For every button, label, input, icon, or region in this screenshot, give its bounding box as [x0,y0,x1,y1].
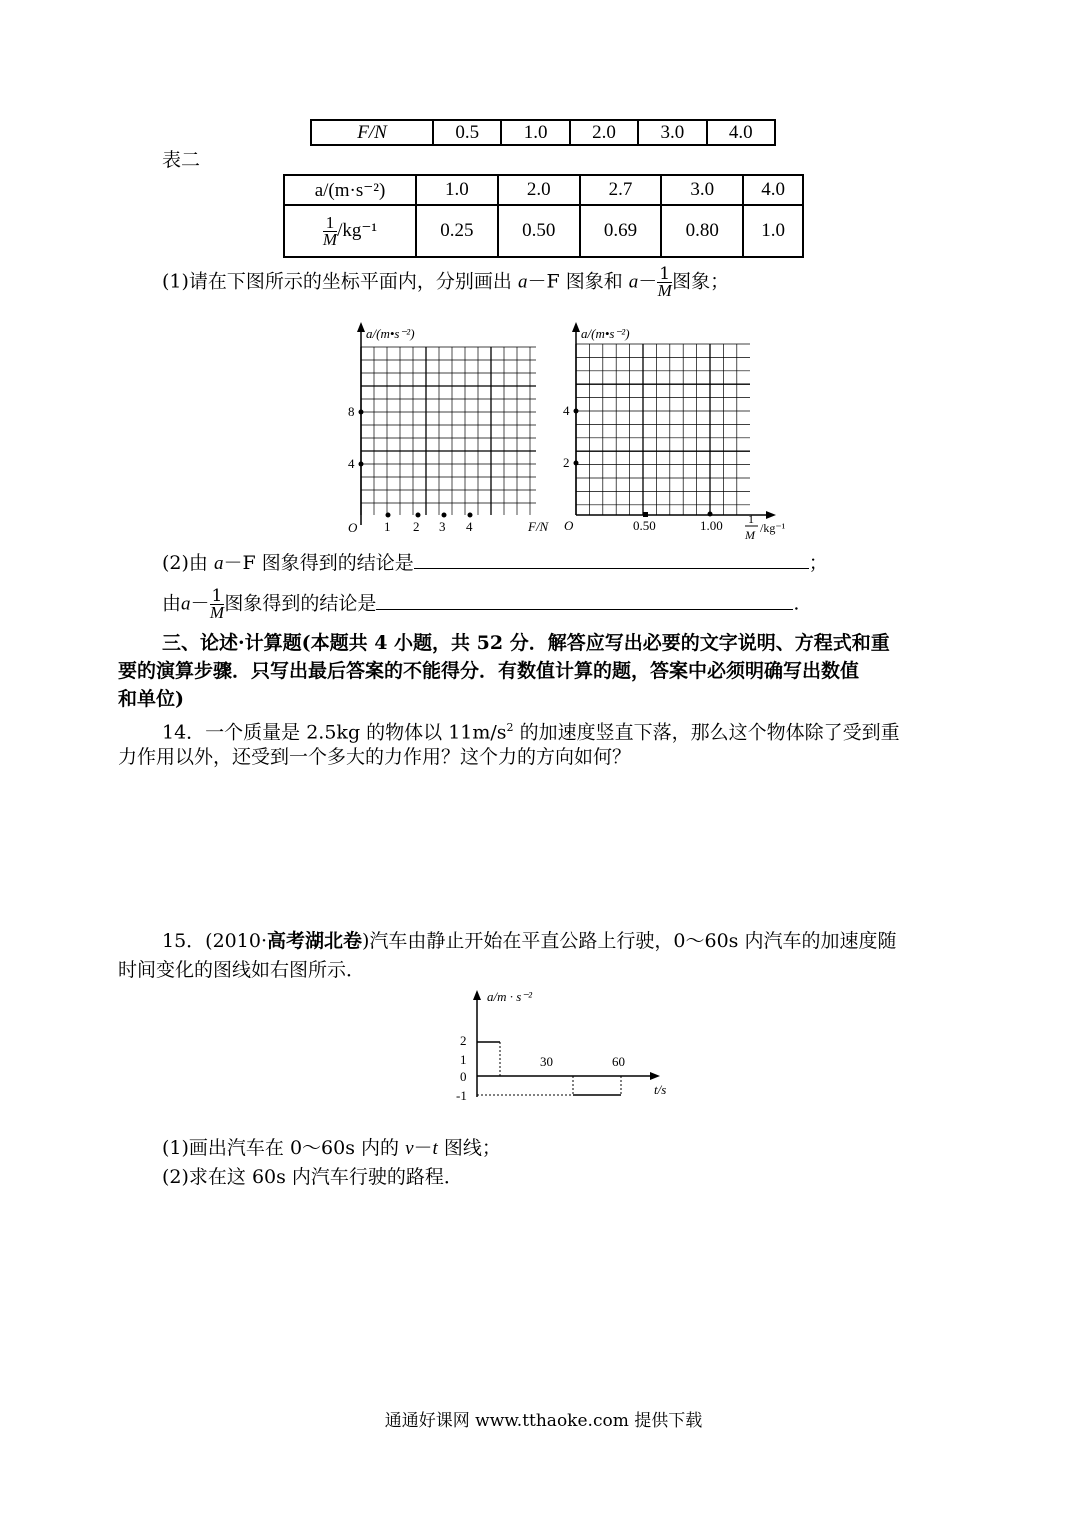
force-value: 1.0 [501,120,569,145]
graph3-ytick: -1 [456,1088,467,1103]
question-14-line-1: 14．一个质量是 2.5kg 的物体以 $11m/s^2$ 的加速度竖直下落，那么这个物体除了受到重 [162,721,900,744]
graph1-ytick: 8 [348,404,355,419]
graph2-xtick: 0.50 [633,518,656,533]
section-3-line-2: 要的演算步骤．只写出最后答案的不能得分．有数值计算的题，答案中必须明确写出数值 [118,660,860,682]
graph2-ytick-dot [574,461,579,466]
graph2-grid [576,344,750,515]
graph2-ytick: 2 [563,455,570,470]
acceleration-value: 4.0 [743,175,803,205]
question-15-sub-2: (2)求在这 60s 内汽车行驶的路程． [162,1166,463,1188]
section-3-line-1: 三、论述·计算题(本题共 4 小题，共 52 分．解答应写出必要的文字说明、方程式和重 [162,632,890,654]
acceleration-value: 1.0 [416,175,498,205]
table2-label: 表二 [162,149,201,171]
graph1-xtick: 3 [439,519,446,534]
acceleration-header: a/(m·s⁻²) [284,175,416,205]
inverse-mass-value: 0.50 [498,205,580,257]
graph3-xlabel: t/s [654,1082,667,1097]
graph2-x-arrow [766,511,776,519]
force-header: F/N [311,120,433,145]
graph1-xlabel: F/N [528,519,549,534]
graph1-ytick-dot [359,462,364,467]
graph2-xtick: 1.00 [700,518,723,533]
force-value: 0.5 [433,120,501,145]
graph1-xtick: 4 [466,519,473,534]
graph2-xlabel-num: 1 [748,512,754,526]
question-15-line-1: 15．(2010·高考湖北卷)汽车由静止开始在平直公路上行驶，0～60s 内汽车的加速度随 [162,930,897,952]
graph3-xtick: 60 [612,1054,625,1069]
force-value: 4.0 [707,120,775,145]
question-14-line-2: 力作用以外，还受到一个多大的力作用？这个力的方向如何？ [118,746,632,768]
graph1-ytick-dot [359,410,364,415]
graph3-x-arrow [650,1072,660,1080]
graph1-xtick-dot [468,513,473,518]
page-footer: 通通好课网 www.tthaoke.com 提供下载 [384,1411,703,1431]
inverse-mass-header: $\frac{1}{M}$ /kg⁻¹ [284,205,416,257]
graph1-xtick: 1 [384,519,391,534]
graph3-ytick: 0 [460,1069,467,1084]
graph2-xlabel-unit: /kg⁻¹ [760,521,786,535]
graph1-xtick-dot [442,513,447,518]
graph3-ytick: 2 [460,1033,467,1048]
a-inverse-M-graph [556,318,806,550]
section-3-line-3: 和单位) [118,688,184,710]
graph1-origin: O [348,520,358,535]
graph1-xtick-dot [386,513,391,518]
question-15-sub-1: (1)画出汽车在 0～60s 内的 v－t 图线； [162,1137,501,1159]
inverse-mass-value: 0.25 [416,205,498,257]
acceleration-value: 2.7 [580,175,662,205]
graph3-xtick: 30 [540,1054,553,1069]
question-1-text: (1)请在下图所示的坐标平面内，分别画出 a－F 图象和 a－ $\frac{1}{M}$ 图象； [162,264,730,300]
inverse-mass-value: 0.80 [661,205,743,257]
graph1-xtick-dot [416,513,421,518]
graph2-xlabel-den: M [745,528,755,542]
graph3-ytick: 1 [460,1052,467,1067]
acceleration-time-graph [450,985,682,1105]
question-15-line-2: 时间变化的图线如右图所示． [118,959,366,981]
graph1-ylabel: a/(m•s⁻²) [366,326,415,341]
answer-blank-2[interactable] [376,591,793,610]
inverse-mass-value: 1.0 [743,205,803,257]
graph1-y-arrow [357,322,365,332]
graph3-ylabel: a/m · s⁻² [487,989,533,1004]
answer-blank-1[interactable] [414,550,809,569]
acceleration-value: 3.0 [661,175,743,205]
graph2-ylabel: a/(m•s⁻²) [581,326,630,341]
inverse-mass-value: 0.69 [580,205,662,257]
graph3-y-arrow [473,990,481,1000]
force-value: 3.0 [638,120,706,145]
graph2-ytick-dot [574,409,579,414]
force-table [310,119,776,146]
acceleration-table [283,174,804,258]
a-F-graph [336,318,551,543]
question-2-line-1: (2)由 a－F 图象得到的结论是 ； [162,552,828,574]
acceleration-value: 2.0 [498,175,580,205]
graph2-y-arrow [572,322,580,332]
graph1-xtick: 2 [413,519,420,534]
graph1-grid [361,347,536,515]
graph1-ytick: 4 [348,456,355,471]
graph2-xtick-dot [708,512,713,517]
graph2-ytick: 4 [563,403,570,418]
force-value: 2.0 [570,120,638,145]
question-2-line-2: 由a－ $\frac{1}{M}$ 图象得到的结论是 . [162,586,800,622]
graph2-origin: O [564,518,574,533]
graph2-xtick-dot [643,512,648,517]
